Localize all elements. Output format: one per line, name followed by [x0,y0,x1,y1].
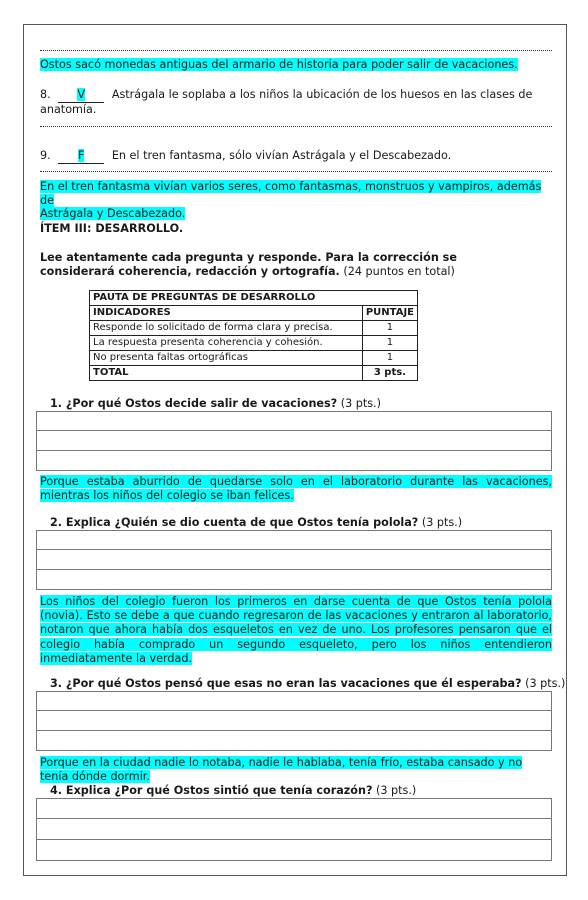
answer-box-3[interactable] [36,691,552,751]
statement-9-blank[interactable]: F [58,149,104,164]
rubric-row [90,351,418,366]
rubric-indicator: Responde lo solicitado de forma clara y precisa. [90,321,363,336]
rubric-score: 1 [362,351,417,366]
rubric-total-row [90,366,418,381]
statement-9-answer: En el tren fantasma vivían varios seres, como fantasmas, monstruos y vampiros, además de Astrágala y Descabezado. [40,180,542,221]
question-3: 3. ¿Por qué Ostos pensó que esas no eran las vacaciones que él esperaba? (3 pts.) [50,677,566,690]
question-1: 1. ¿Por qué Ostos decide salir de vacaciones? (3 pts.) [50,397,381,410]
answer-line [36,550,552,570]
rubric-indicator: No presenta faltas ortográficas [90,351,363,366]
answer-line [36,530,552,550]
rubric-table [89,290,418,381]
answer-box-1[interactable] [36,411,552,471]
rubric-total-score: 3 pts. [362,366,417,381]
rubric-score: 1 [362,321,417,336]
col-indicators: INDICADORES [90,306,363,321]
answer-2: Los niños del colegio fueron los primeros en darse cuenta de que Ostos tenía polola (novia). Esto se debe a que cuando regresaron de las vacaciones y entraron al laboratorio, notaron que ahora había dos esqueletos en vez de uno. Los profesores pensaron que el colegio había comprado un segundo esqueleto, pero los niños entendieron inmediatamente la verdad. [40,595,552,665]
col-score: PUNTAJE [362,306,417,321]
rubric-row [90,336,418,351]
rubric-score: 1 [362,336,417,351]
answer-line [36,840,552,861]
answer-line [36,691,552,711]
dotted-line [40,50,552,51]
statement-8: 8. V Astrágala le soplaba a los niños la ubicación de los huesos en las clases de anatomía. [40,88,533,116]
answer-line [36,570,552,590]
rubric-header: PAUTA DE PREGUNTAS DE DESARROLLO [90,291,418,306]
rubric-indicator: La respuesta presenta coherencia y cohesión. [90,336,363,351]
statement-8-blank[interactable]: V [58,88,104,103]
dotted-line [40,171,552,172]
rubric-row [90,321,418,336]
statement-7-answer: Ostos sacó monedas antiguas del armario de historia para poder salir de vacaciones. [40,58,518,71]
answer-1: Porque estaba aburrido de quedarse solo en el laboratorio durante las vacaciones, mientras los niños del colegio se iban felices. [40,475,552,502]
answer-3: Porque en la ciudad nadie lo notaba, nadie le hablaba, tenía frío, estaba cansado y no tenía dónde dormir. [40,756,523,783]
answer-line [36,819,552,840]
dotted-line [40,126,552,127]
answer-line [36,411,552,431]
instructions: Lee atentamente cada pregunta y responde. Para la corrección se considerará coherencia, redacción y ortografía. (24 puntos en total) [40,251,457,278]
answer-line [36,451,552,471]
answer-line [36,731,552,751]
answer-box-4[interactable] [36,798,552,861]
question-4: 4. Explica ¿Por qué Ostos sintió que tenía corazón? (3 pts.) [50,784,417,797]
answer-line [36,711,552,731]
answer-box-2[interactable] [36,530,552,590]
rubric-total-label: TOTAL [90,366,363,381]
section-title: ÍTEM III: DESARROLLO. [40,222,184,235]
answer-line [36,431,552,451]
question-2: 2. Explica ¿Quién se dio cuenta de que Ostos tenía polola? (3 pts.) [50,516,463,529]
statement-9: 9. F En el tren fantasma, sólo vivían Astrágala y el Descabezado. [40,149,452,162]
rubric-column-row [90,306,418,321]
answer-line [36,798,552,819]
rubric-header-row [90,291,418,306]
